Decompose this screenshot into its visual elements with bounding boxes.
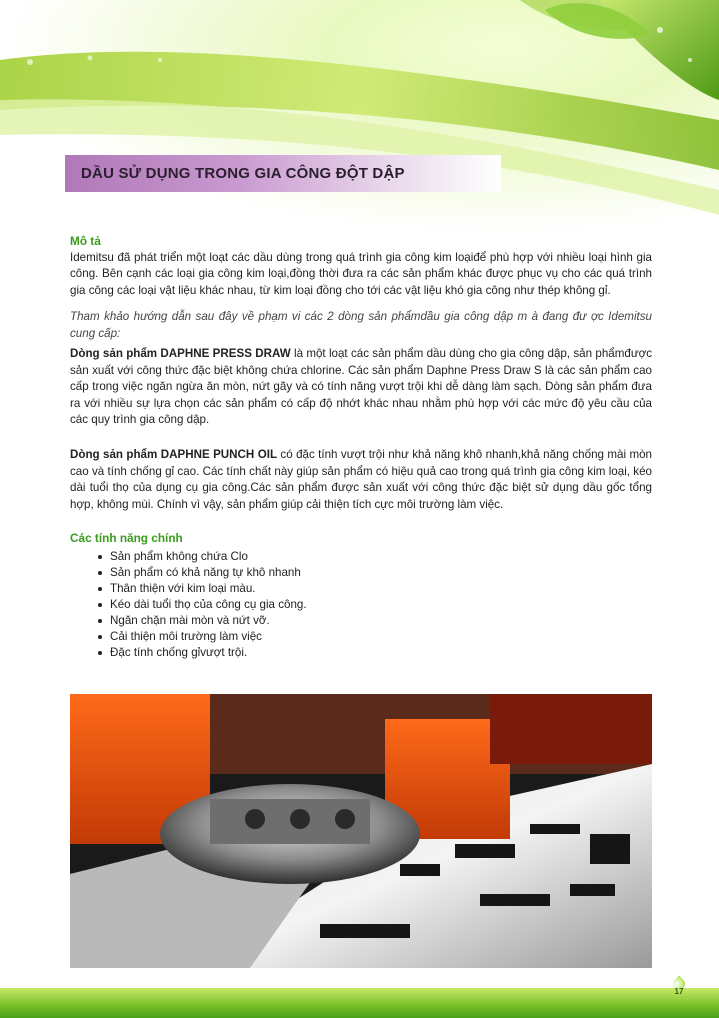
leaf-background-graphic	[0, 0, 719, 235]
description-text: Idemitsu đã phát triển một loạt các dầu dùng trong quá trình gia công kim loạiđể phù hợp với nhiều loại hình gia công. Bên cạnh các loại gia công kim loại,đồng thời đưa ra các sản phẩm khác được phục vụ cho các quá trình gia công các loại vật liệu khác nhau, từ kim loại đồng cho tới các vật liệu khó gia công như thép không gỉ.	[70, 250, 652, 297]
header-decoration	[0, 0, 719, 235]
page-number	[670, 978, 688, 1000]
page-title: DẦU SỬ DỤNG TRONG GIA CÔNG ĐỘT DẬP	[81, 165, 405, 182]
press-draw-paragraph	[70, 346, 652, 429]
features-heading: Các tính năng chính	[70, 531, 183, 545]
punch-oil-text: có đặc tính vượt trội như khả năng khô nhanh,khả năng chống mài mòn cao và tính chống gỉ cao. Các tính chất này giúp sản phẩm có hiệu quả cao trong quá trình gia công kim loại, kéo dài tuổi thọ của dụng cụ gia công.Các sản phẩm được sản xuất với công thức đặc biệt sử dụng dầu gốc tổng hợp, không mùi. Chính vì vậy, sản phẩm giúp cải thiện tích cực môi trường làm việc.	[70, 448, 653, 511]
punch-press-image	[70, 694, 652, 968]
punch-oil-paragraph	[70, 447, 652, 513]
feature-item: Cải thiện môi trường làm việc	[110, 629, 470, 645]
press-draw-name: Dòng sản phẩm DAPHNE PRESS DRAW	[70, 347, 291, 360]
punch-press-photo	[70, 694, 652, 968]
feature-item: Đặc tính chống gỉvượt trội.	[110, 645, 470, 661]
footer-bar	[0, 988, 719, 1018]
features-list	[70, 549, 470, 661]
reference-note: Tham khảo hướng dẫn sau đây về phạm vi các 2 dòng sản phẩmdầu gia công dập m à đang đư ợc Idemitsu cung cấp:	[70, 310, 652, 340]
feature-item: Kéo dài tuổi thọ của công cụ gia công.	[110, 597, 470, 613]
press-draw-text: là một loạt các sản phẩm dầu dùng cho gia công dập, sản phẩmđược sản xuất với công thức đặc biệt không chứa chlorine. Các sản phẩm Daphne Press Draw S là các sản phẩm cao cấp trong việc ngăn ngừa ăn mòn, nứt gãy và có tính năng vượt trội khi dễ dàng làm sạch. Dòng sản phẩm đưa ra với nhiều sự lựa chọn các sản phẩm có cấp độ nhớt khác nhau nhằm phù hợp với các mức độ yêu cầu của các quy trình gia công dập.	[70, 347, 652, 426]
description-section	[70, 233, 652, 299]
description-heading: Mô tả	[70, 234, 101, 248]
features-section	[70, 531, 470, 661]
feature-item: Sản phẩm có khả năng tự khô nhanh	[110, 565, 470, 581]
punch-oil-name: Dòng sản phẩm DAPHNE PUNCH OIL	[70, 448, 278, 461]
page-number-text: 17	[674, 987, 684, 996]
feature-item: Ngăn chặn mài mòn và nứt vỡ.	[110, 613, 470, 629]
feature-item: Sản phẩm không chứa Clo	[110, 549, 470, 565]
feature-item: Thân thiện với kim loại màu.	[110, 581, 470, 597]
title-banner	[65, 155, 501, 192]
